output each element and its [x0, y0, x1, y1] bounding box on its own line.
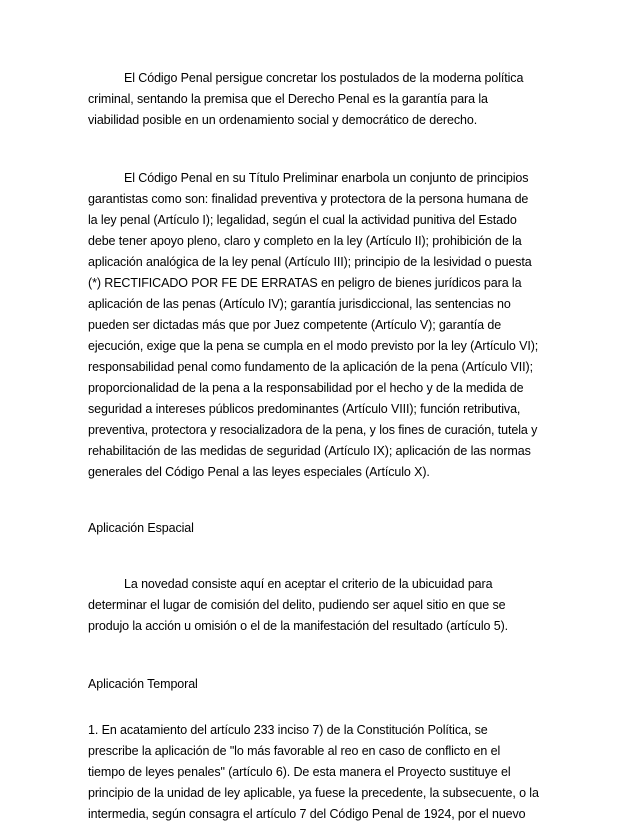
text-line: la ley penal (Artículo I); legalidad, según el cual la actividad punitiva del Estado [88, 213, 517, 227]
text-line: preventiva, protectora y resocializadora de la pena, y los fines de curación, tutela y [88, 423, 538, 437]
text-line: El Código Penal persigue concretar los postulados de la moderna política [124, 71, 524, 85]
text-line: rehabilitación de las medidas de seguridad (Artículo IX); aplicación de las normas [88, 444, 531, 458]
text-line: produjo la acción u omisión o el de la manifestación del resultado (artículo 5). [88, 619, 509, 633]
text-line: debe tener apoyo pleno, claro y completo en la ley (Artículo II); prohibición de la [88, 234, 522, 248]
text-line: tiempo de leyes penales" (artículo 6). De esta manera el Proyecto sustituye el [88, 765, 511, 779]
text-line: aplicación de las penas (Artículo IV); garantía jurisdiccional, las sentencias no [88, 297, 511, 311]
text-line: principio de la unidad de ley aplicable, ya fuese la precedente, la subsecuente, o la [88, 786, 539, 800]
text-line: garantistas como son: finalidad preventiva y protectora de la persona humana de [88, 192, 529, 206]
text-line: determinar el lugar de comisión del delito, pudiendo ser aquel sitio en que se [88, 598, 506, 612]
text-line: El Código Penal en su Título Preliminar enarbola un conjunto de principios [124, 171, 529, 185]
text-line: (*) RECTIFICADO POR FE DE ERRATAS en peligro de bienes jurídicos para la [88, 276, 522, 290]
text-line: seguridad a intereses públicos predominantes (Artículo VIII); función retributiva, [88, 402, 521, 416]
text-line: generales del Código Penal a las leyes especiales (Artículo X). [88, 465, 430, 479]
text-line: La novedad consiste aquí en aceptar el criterio de la ubicuidad para [124, 577, 493, 591]
text-line: aplicación analógica de la ley penal (Artículo III); principio de la lesividad o puesta [88, 255, 532, 269]
text-line: proporcionalidad de la pena a la responsabilidad por el hecho y de la medida de [88, 381, 524, 395]
text-line: viabilidad posible en un ordenamiento social y democrático de derecho. [88, 113, 478, 127]
section-heading: Aplicación Temporal [88, 677, 198, 691]
text-line: prescribe la aplicación de "lo más favorable al reo en caso de conflicto en el [88, 744, 501, 758]
text-line: criminal, sentando la premisa que el Derecho Penal es la garantía para la [88, 92, 488, 106]
text-line: responsabilidad penal como fundamento de la aplicación de la pena (Artículo VII); [88, 360, 533, 374]
text-line: intermedia, según consagra el artículo 7 del Código Penal de 1924, por el nuevo [88, 807, 526, 821]
text-line: pueden ser dictadas más que por Juez competente (Artículo V); garantía de [88, 318, 502, 332]
text-line: 1. En acatamiento del artículo 233 inciso 7) de la Constitución Política, se [88, 723, 488, 737]
text-line: ejecución, exige que la pena se cumpla en el modo previsto por la ley (Artículo VI); [88, 339, 539, 353]
section-heading: Aplicación Espacial [88, 521, 194, 535]
